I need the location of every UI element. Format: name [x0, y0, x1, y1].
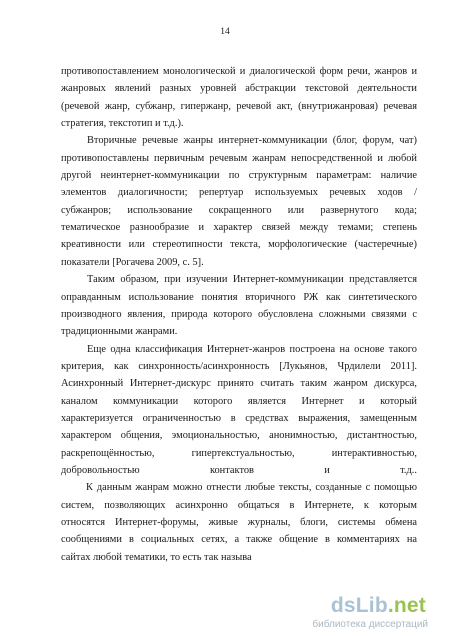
text-line: добровольностью контактов и т.д.. [61, 465, 417, 476]
paragraph-2 [61, 132, 417, 271]
text-line: (речевой жанр, субжанр, гипержанр, речевой акт, (внутрижанровая) речевая [61, 100, 417, 112]
text-line: оправданным использование понятия вторичного РЖ как синтетического [61, 291, 417, 303]
text-line: жанровых явлений разных уровней абстракции текстовой деятельности [61, 83, 417, 95]
logo-suffix: net [393, 594, 426, 617]
text-line: производного явления, природа которого обусловлена сложными связями с [61, 308, 417, 320]
text-line: стратегия, текстотип и т.д.). [61, 118, 184, 130]
text-line: Таким образом, при изучении Интернет-коммуникации представляется [87, 274, 417, 286]
text-line: традиционными жанрами. [61, 326, 178, 338]
page-number: 14 [220, 27, 230, 37]
text-line: относятся Интернет-форумы, живые журналы, блоги, системы обмена [61, 517, 417, 529]
text-line: Еще одна классификация Интернет-жанров построена на основе такого [87, 343, 417, 355]
text-line: характеризуется ограниченностью в средствах выражения, замещенным [61, 412, 417, 424]
text-line: характером общения, эмоциональностью, анонимностью, дистантностью, [61, 430, 417, 442]
logo-text: dsLib [330, 594, 388, 617]
paragraph-4 [61, 341, 417, 480]
text-line: показатели [Рогачева 2009, с. 5]. [61, 256, 204, 268]
text-line: другой неинтернет-коммуникации по структурным параметрам: наличие [61, 170, 417, 182]
text-line: критерия, как синхронность/асинхронность [Лукьянов, Чрдилели 2011]. [61, 360, 417, 372]
paragraph-1 [61, 63, 417, 132]
text-line: раскрепощённостью, гипертекстуальностью, интерактивностью, [61, 447, 417, 459]
text-line: Асинхронный Интернет-дискурс принято считать таким жанром дискурса, [61, 378, 417, 390]
text-line: субжанров; использование сокращенного или развернутого кода; [61, 204, 417, 216]
text-line: противопоставлением монологической и диалогической форм речи, жанров и [61, 66, 417, 77]
logo-dot: . [387, 594, 394, 617]
site-watermark [308, 593, 438, 633]
paragraph-5 [61, 479, 417, 566]
site-subtitle: библиотека диссертаций [312, 619, 428, 630]
text-line: К данным жанрам можно отнести любые тексты, созданные с помощью [86, 482, 417, 494]
site-logo [331, 594, 426, 618]
text-line: противопоставлены первичным речевым жанрам непосредственной и любой [61, 152, 417, 164]
text-line: креативности или стереотипности текста, морфологические (частеречные) [61, 239, 417, 251]
paragraph-3 [61, 271, 417, 340]
text-line: элементов диалогичности; репертуар используемых речевых ходов / [61, 187, 417, 199]
text-line: тематическое разнообразие и характер связей между темами; степень [61, 222, 417, 234]
text-line: каналом коммуникации которого является Интернет и который [61, 395, 417, 407]
text-line: систем, позволяющих асинхронно общаться в Интернете, к которым [61, 499, 417, 511]
text-line: Вторичные речевые жанры интернет-коммуникации (блог, форум, чат) [87, 135, 417, 147]
text-line: сообщениями в социальных сетях, а также общение в комментариях на [61, 534, 417, 546]
text-line: сайтах любой тематики, то есть так называ [61, 551, 252, 563]
